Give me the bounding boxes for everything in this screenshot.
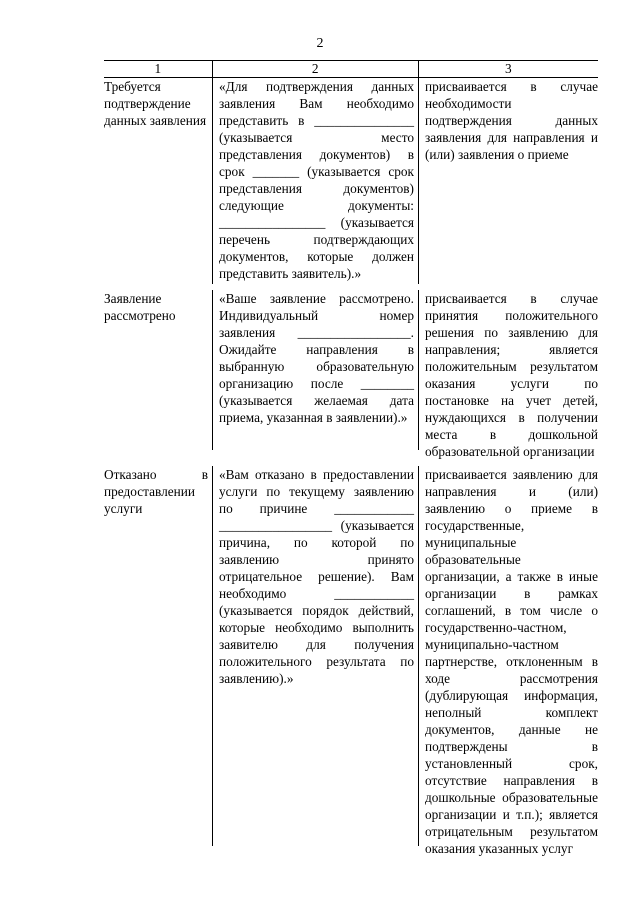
- status-message: «Ваше заявление рассмотрено. Индивидуальный номер заявления _________________. Ожидайте направления в выбранную образовательную организацию после ________ (указывается желаемая дата приема, указанная в заявлении).»: [212, 290, 418, 450]
- page-number: 2: [316, 36, 324, 51]
- table-header: [104, 60, 598, 78]
- column-header: 1: [154, 61, 162, 76]
- status-table: [104, 60, 598, 856]
- status-name: Заявление рассмотрено: [104, 291, 176, 323]
- status-condition: присваивается в случае необходимости подтверждения данных заявления для направления и (или) заявления о приеме: [418, 78, 598, 284]
- status-message: «Вам отказано в предоставлении услуги по текущему заявлению по причине ____________ _________________ (указывается причина, по которой по заявлению принято отрицательное решение). Вам необходимо ____________ (указывается порядок действий, которые необходимо выполнить заявителю для получения положительного результата по заявлению).»: [212, 466, 418, 846]
- status-condition: присваивается в случае принятия положительного решения по заявлению для направления; является положительным результатом оказания услуги по постановке на учет детей, нуждающихся в получении места в дошкольной образовательной организации: [418, 290, 598, 450]
- status-message: «Для подтверждения данных заявления Вам необходимо представить в _______________ (указывается место представления документов) в срок _______ (указывается срок представления документов) следующие документы: ________________ (указывается перечень подтверждающих документов, которые должен представить заявитель).»: [212, 78, 418, 284]
- table-row: [104, 78, 598, 284]
- table-row: [104, 466, 598, 856]
- status-condition: присваивается заявлению для направления и (или) заявлению о приеме в государственные, муниципальные образовательные организации, а также в иные организации в рамках соглашений, в том числе о государственно-частном, муниципально-частном партнерстве, отклоненным в ходе рассмотрения (дублирующая информация, неполный комплект документов, данные не подтверждены в установленный срок, отсутствие направления в дошкольные образовательные организации и т.п.); является отрицательным результатом оказания указанных услуг: [418, 466, 598, 846]
- table-row: [104, 290, 598, 459]
- column-header: 2: [212, 61, 418, 77]
- status-name: Отказано в предоставлении услуги: [104, 467, 208, 516]
- status-name: Требуется подтверждение данных заявления: [104, 79, 207, 128]
- column-header: 3: [418, 61, 598, 77]
